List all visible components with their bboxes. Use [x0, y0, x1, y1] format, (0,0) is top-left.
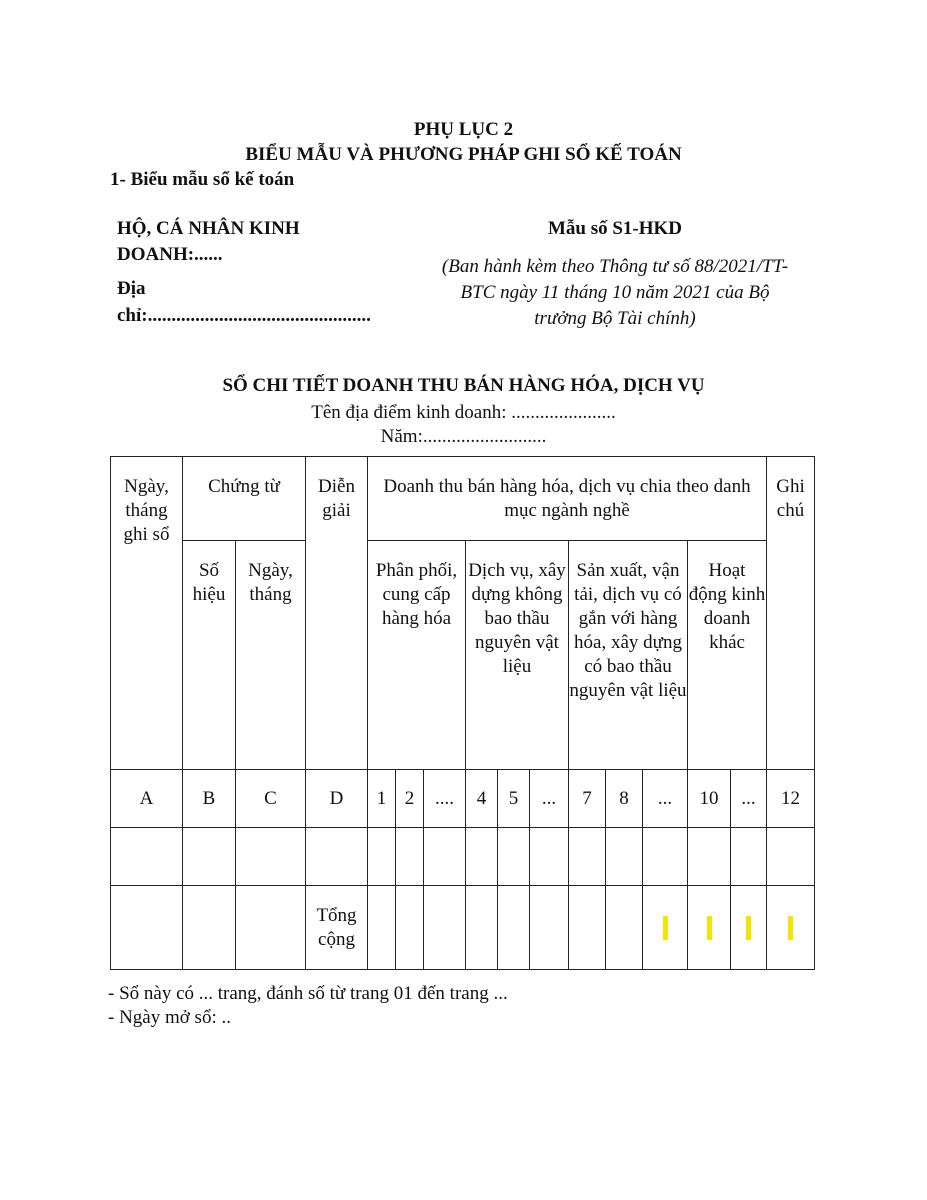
ledger-title: SỔ CHI TIẾT DOANH THU BÁN HÀNG HÓA, DỊCH VỤ — [222, 375, 705, 396]
form-code: Mẫu số S1-HKD — [547, 218, 683, 239]
column-code: 12 — [767, 770, 815, 828]
highlight-cell — [767, 886, 815, 970]
header-cat-distribution: Phân phối, cung cấp hàng hóa — [368, 541, 466, 770]
highlight-mark — [788, 916, 793, 940]
highlight-mark — [746, 916, 751, 940]
highlight-cell — [688, 886, 731, 970]
header-voucher: Chứng từ — [183, 457, 306, 541]
total-cell — [424, 886, 466, 970]
footer-note-pages: - Sổ này có ... trang, đánh số từ trang 01 đến trang ... — [108, 983, 508, 1004]
entry-cell — [236, 828, 306, 886]
column-code: 7 — [569, 770, 606, 828]
entry-cell — [424, 828, 466, 886]
total-cell — [530, 886, 569, 970]
entry-cell — [368, 828, 396, 886]
empty-entry-row — [111, 828, 815, 886]
annex-title: PHỤ LỤC 2 — [413, 119, 514, 140]
annex-subtitle: BIỂU MẪU VÀ PHƯƠNG PHÁP GHI SỔ KẾ TOÁN — [245, 144, 682, 165]
column-code: 1 — [368, 770, 396, 828]
column-code: D — [306, 770, 368, 828]
column-code-row — [111, 770, 815, 828]
highlight-mark — [663, 916, 668, 940]
entry-cell — [183, 828, 236, 886]
address-label-line1: Địa — [117, 278, 146, 299]
column-code: 10 — [688, 770, 731, 828]
entry-cell — [498, 828, 530, 886]
total-cell — [606, 886, 643, 970]
total-cell — [569, 886, 606, 970]
column-code: 4 — [466, 770, 498, 828]
highlight-cell — [643, 886, 688, 970]
entry-cell — [111, 828, 183, 886]
entry-cell — [530, 828, 569, 886]
column-code: ... — [731, 770, 767, 828]
column-code: .... — [424, 770, 466, 828]
entry-cell — [643, 828, 688, 886]
highlight-mark — [707, 916, 712, 940]
column-code: 5 — [498, 770, 530, 828]
header-voucher-date: Ngày, tháng — [236, 541, 306, 770]
entry-cell — [569, 828, 606, 886]
entry-cell — [306, 828, 368, 886]
header-date: Ngày, tháng ghi sổ — [111, 457, 183, 770]
issuance-note: (Ban hành kèm theo Thông tư số 88/2021/TT-BTC ngày 11 tháng 10 năm 2021 của Bộ trưởng Bộ Tài chính) — [441, 256, 789, 329]
header-cat-service: Dịch vụ, xây dựng không bao thầu nguyên vật liệu — [466, 541, 569, 770]
total-cell — [498, 886, 530, 970]
section-heading: 1- Biểu mẫu sổ kế toán — [110, 169, 295, 190]
header-voucher-no: Số hiệu — [183, 541, 236, 770]
business-label-line2: DOANH:...... — [117, 244, 223, 265]
entry-cell — [606, 828, 643, 886]
total-cell — [466, 886, 498, 970]
total-cell — [183, 886, 236, 970]
location-line: Tên địa điểm kinh doanh: ...................... — [311, 402, 616, 423]
highlight-cell — [731, 886, 767, 970]
ledger-table — [110, 456, 815, 970]
business-label-line1: HỘ, CÁ NHÂN KINH — [117, 218, 300, 239]
column-code: A — [111, 770, 183, 828]
total-cell — [368, 886, 396, 970]
entry-cell — [731, 828, 767, 886]
address-label-line2: chỉ:............................................... — [117, 305, 371, 326]
total-label: Tổng cộng — [306, 886, 368, 970]
total-cell — [236, 886, 306, 970]
total-cell — [111, 886, 183, 970]
year-line: Năm:.......................... — [380, 426, 547, 447]
header-note: Ghi chú — [767, 457, 815, 770]
column-code: 8 — [606, 770, 643, 828]
entry-cell — [688, 828, 731, 886]
header-description: Diễn giải — [306, 457, 368, 770]
column-code: ... — [643, 770, 688, 828]
entry-cell — [767, 828, 815, 886]
entry-cell — [466, 828, 498, 886]
header-cat-other: Hoạt động kinh doanh khác — [688, 541, 767, 770]
entry-cell — [396, 828, 424, 886]
column-code: C — [236, 770, 306, 828]
total-cell — [396, 886, 424, 970]
column-code: B — [183, 770, 236, 828]
column-code: ... — [530, 770, 569, 828]
column-code: 2 — [396, 770, 424, 828]
header-cat-production: Sản xuất, vận tải, dịch vụ có gắn với hàng hóa, xây dựng có bao thầu nguyên vật liệu — [569, 541, 688, 770]
header-revenue: Doanh thu bán hàng hóa, dịch vụ chia theo danh mục ngành nghề — [368, 457, 767, 541]
total-row — [111, 886, 815, 970]
footer-note-open-date: - Ngày mở sổ: .. — [108, 1007, 231, 1028]
